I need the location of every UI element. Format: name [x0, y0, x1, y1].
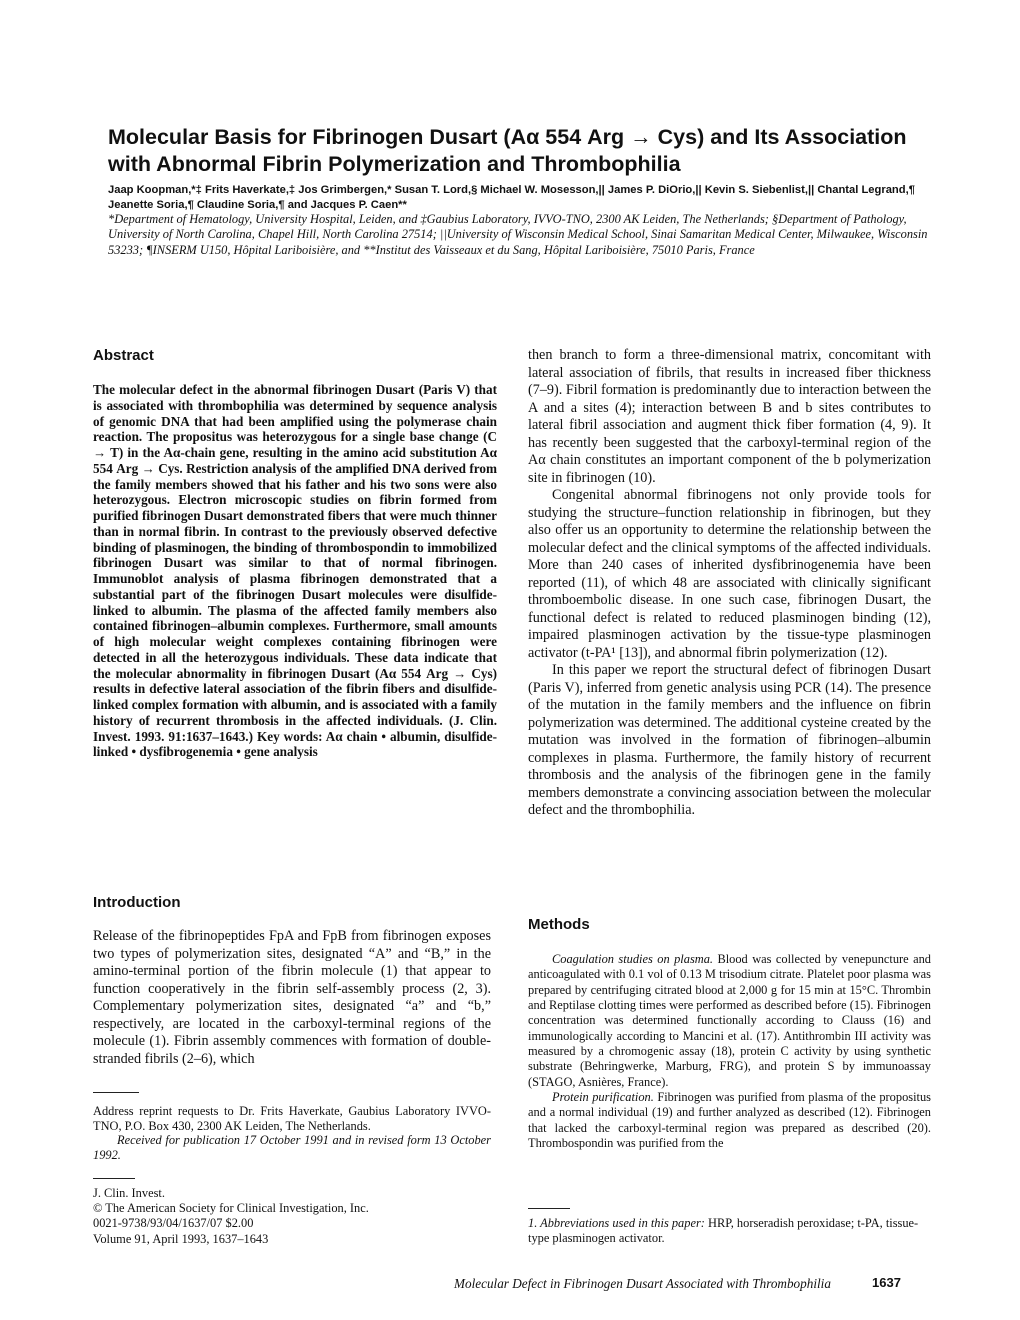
- reprint-address: Address reprint requests to Dr. Frits Haverkate, Gaubius Laboratory IVVO-TNO, P.O. Box 430, 2300 AK Leiden, The Netherlands.: [93, 1104, 491, 1133]
- received-dates: Received for publication 17 October 1991 and in revised form 13 October 1992.: [93, 1133, 491, 1162]
- methods-body-1: Blood was collected by venepuncture and anticoagulated with 0.1 vol of 0.13 M trisodium citrate. Platelet poor plasma was prepared by centrifuging citrated blood at 2,000 g for 15 min at 15°C. Thrombin and Reptilase clotting times were performed as described before (15). Fibrinogen concentration was determined functionally according to Clauss (16) and immunologically according to Mancini et al. (17). Antithrombin III activity was measured by a chromogenic assay (18), protein C activity by using synthetic substrate (Behringwerke, Marburg, FRG), and protein S by immunoassay (STAGO, Asnières, France).: [528, 952, 931, 1089]
- footnote-divider: [93, 1092, 139, 1093]
- intro-continuation: then branch to form a three-dimensional matrix, concomitant with lateral association of fibrils, that results in increased fiber thickness (7–9). Fibril formation is predominantly due to interaction between the A and a sites (4); interaction between B and b sites contributes to lateral fibril association and augment thick fiber formation (4, 9). It has recently been suggested that the carboxyl-terminal region of the Aα chain constitutes an important component of the b polymerization site in fibrinogen (10).: [528, 347, 931, 486]
- issn-price: 0021-9738/93/04/1637/07 $2.00: [93, 1216, 254, 1231]
- running-title: Molecular Defect in Fibrinogen Dusart Associated with Thrombophilia: [454, 1276, 831, 1291]
- intro-paragraph-3: In this paper we report the structural defect of fibrinogen Dusart (Paris V), inferred from genetic analysis using PCR (14). The presence of the mutation in the family members and the influence on fibrin polymerization was determined. The additional cysteine created by the mutation was involved in the formation of fibrinogen–albumin complexes in plasma. Furthermore, the family history of recurrent thrombosis and the analysis of the fibrinogen gene in the family members demonstrate a convincing association between the molecular defect and the thrombophilia.: [528, 662, 931, 818]
- abstract-heading: Abstract: [93, 347, 154, 364]
- introduction-heading: Introduction: [93, 894, 181, 911]
- journal-name: J. Clin. Invest.: [93, 1186, 165, 1200]
- correspondence-block: [93, 1104, 491, 1162]
- methods-subheading-coagulation: Coagulation studies on plasma.: [552, 952, 714, 966]
- copyright: © The American Society for Clinical Investigation, Inc.: [93, 1201, 369, 1216]
- introduction-continued: [528, 347, 931, 820]
- methods-text: [528, 952, 931, 1151]
- page-number: 1637: [872, 1275, 901, 1290]
- journal-divider: [93, 1178, 135, 1179]
- intro-paragraph-2: Congenital abnormal fibrinogens not only provide tools for studying the structure–function relationship in fibrinogen, but they also offer us an opportunity to determine the relationship between the molecular defect and the clinical symptoms of the affected individuals. More than 240 cases of inherited dysfibrinogenemia have been reported (11), of which 48 are associated with clinically significant thromboembolic disease. In one such case, fibrinogen Dusart, the functional defect is related to reduced plasminogen binding (12), impaired plasminogen activation by the tissue-type plasminogen activator (t-PA¹ [13]), and abnormal fibrin polymerization (12).: [528, 487, 931, 661]
- footnote-lead: 1. Abbreviations used in this paper:: [528, 1216, 705, 1230]
- affiliations: *Department of Hematology, University Hospital, Leiden, and ‡Gaubius Laboratory, IVVO-TNO, 2300 AK Leiden, The Netherlands; §Department of Pathology, University of North Carolina, Chapel Hill, North Carolina 27514; ||University of Wisconsin Medical School, Sinai Samaritan Medical Center, Milwaukee, Wisconsin 53233; ¶INSERM U150, Hôpital Lariboisière, and **Institut des Vaisseaux et du Sang, Hôpital Lariboisière, 75010 Paris, France: [108, 212, 928, 257]
- article-title: Molecular Basis for Fibrinogen Dusart (Aα 554 Arg → Cys) and Its Association with Abnormal Fibrin Polymerization and Thrombophilia: [108, 125, 907, 176]
- abbrev-divider: [528, 1208, 570, 1209]
- methods-paragraph-2: [528, 1090, 931, 1151]
- introduction-text: Release of the fibrinopeptides FpA and FpB from fibrinogen exposes two types of polymerization sites, designated “A” and “B,” in the amino-terminal portion of the fibrin molecule (1) that appear to function cooperatively in the fibrin self-assembly process (2, 3). Complementary polymerization sites, designated “a” and “b,” respectively, are located in the carboxyl-terminal regions of the molecule (1). Fibrin assembly commences with formation of double-stranded fibrils (2–6), which: [93, 928, 491, 1067]
- methods-body-2: Fibrinogen was purified from plasma of the propositus and a normal individual (19) and further analyzed as described (12). Fibrinogen that lacked the carboxyl-terminal region was prepared as described (20). Thrombospondin was purified from the: [528, 1090, 931, 1151]
- abbreviations-footnote: [528, 1216, 931, 1246]
- journal-info: [93, 1186, 491, 1247]
- methods-heading: Methods: [528, 916, 590, 933]
- volume-info: Volume 91, April 1993, 1637–1643: [93, 1231, 269, 1246]
- methods-subheading-purification: Protein purification.: [552, 1090, 654, 1105]
- methods-paragraph-1: [528, 952, 931, 1090]
- author-list: Jaap Koopman,*‡ Frits Haverkate,‡ Jos Grimbergen,* Susan T. Lord,§ Michael W. Mosesson,|| James P. DiOrio,|| Kevin S. Siebenlist,|| Chantal Legrand,¶ Jeanette Soria,¶ Claudine Soria,¶ and Jacques P. Caen**: [108, 184, 915, 211]
- abstract-text: The molecular defect in the abnormal fibrinogen Dusart (Paris V) that is associated with thrombophilia was determined by sequence analysis of genomic DNA that had been amplified using the polymerase chain reaction. The propositus was heterozygous for a single base change (C → T) in the Aα-chain gene, resulting in the amino acid substitution Aα 554 Arg → Cys. Restriction analysis of the amplified DNA derived from the family members showed that his father and his two sons were also heterozygous. Electron microscopic studies on fibrin formed from purified fibrinogen Dusart demonstrated fibers that were much thinner than in normal fibrin. In contrast to the previously observed defective binding of plasminogen, the binding of thrombospondin to immobilized fibrinogen Dusart was similar to that of normal fibrinogen. Immunoblot analysis of plasma fibrinogen demonstrated that a substantial part of the fibrinogen Dusart molecules were disulfide-linked to albumin. The plasma of the affected family members also contained fibrinogen–albumin complexes. Furthermore, small amounts of high molecular weight complexes containing fibrinogen were detected in all the heterozygous individuals. These data indicate that the molecular abnormality in fibrinogen Dusart (Aα 554 Arg → Cys) results in defective lateral association of the fibrin fibers and disulfide-linked complex formation with albumin, and is associated with a family history of recurrent thrombosis in the affected individuals. (J. Clin. Invest. 1993. 91:1637–1643.) Key words: Aα chain • albumin, disulfide-linked • dysfibrogenemia • gene analysis: [93, 382, 497, 760]
- footnote-body: HRP, horseradish peroxidase; t-PA, tissue-type plasminogen activator.: [528, 1216, 919, 1245]
